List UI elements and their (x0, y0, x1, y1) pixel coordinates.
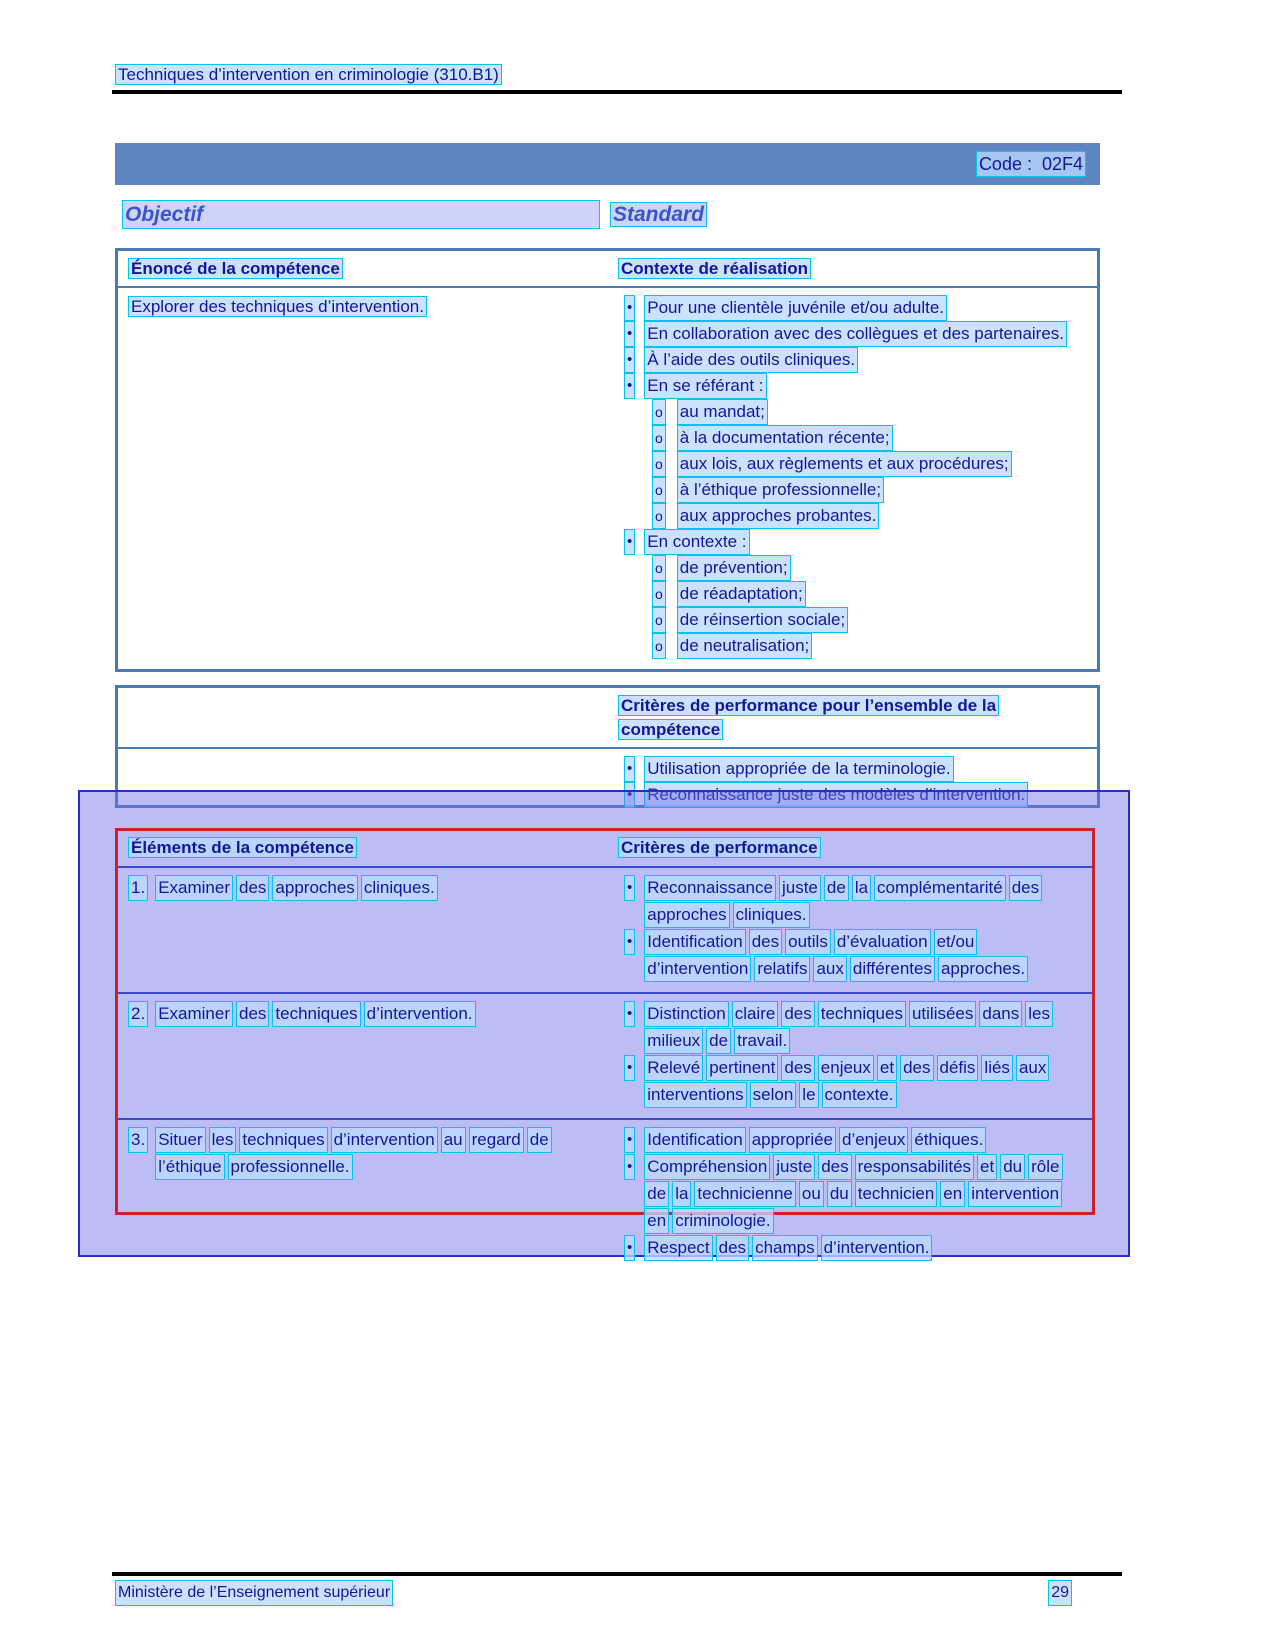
list-item (618, 295, 1085, 321)
section-heading-row (115, 200, 1100, 229)
element-text: Situer les techniques d’intervention au regard del’éthique professionnelle. (155, 1127, 596, 1262)
list-item (618, 875, 1080, 929)
list-item (618, 425, 1085, 451)
bullet-icon: • (624, 756, 635, 782)
list-item-text: à l’éthique professionnelle; (677, 477, 884, 503)
list-item (618, 373, 1085, 399)
criteria-cell (608, 875, 1092, 983)
criterion-text: Relevé pertinent des enjeux et des défis liés auxinterventions selon le contexte. (644, 1055, 1080, 1109)
bullet-icon: • (624, 929, 635, 955)
item-number: 2. (128, 1001, 148, 1027)
element-text: Examiner des approches cliniques. (155, 875, 596, 983)
table-row (118, 994, 1092, 1120)
sub-bullet-icon: o (652, 581, 666, 607)
sub-bullet-icon: o (652, 399, 666, 425)
element-cell (118, 1127, 608, 1262)
list-item (618, 929, 1080, 983)
sub-bullet-icon: o (652, 503, 666, 529)
list-item (618, 1001, 1080, 1055)
code-banner (115, 143, 1100, 185)
criteria-cell (608, 1001, 1092, 1109)
list-item-text: À l’aide des outils cliniques. (644, 347, 858, 373)
bullet-icon: • (624, 782, 635, 808)
enonce-text: Explorer des techniques d’intervention. (128, 296, 427, 317)
list-item (618, 477, 1085, 503)
list-item (618, 607, 1085, 633)
list-item (618, 529, 1085, 555)
col-header-criteres: Critères de performance (608, 836, 1092, 860)
element-cell (118, 1001, 608, 1109)
header-rule (112, 90, 1122, 94)
bullet-icon: • (624, 875, 635, 901)
element-cell (118, 875, 608, 983)
criterion-text: Compréhension juste des responsabilités et du rôlede la technicienne ou du technicien en interventionen criminologie. (644, 1154, 1080, 1235)
sub-bullet-icon: o (652, 607, 666, 633)
list-item (618, 633, 1085, 659)
list-item-text: au mandat; (677, 399, 768, 425)
criterion-text: Reconnaissance juste de la complémentarité desapproches cliniques. (644, 875, 1080, 929)
col-header-enonce: Énoncé de la compétence (118, 257, 608, 281)
sub-bullet-icon: o (652, 451, 666, 477)
item-number: 1. (128, 875, 148, 901)
list-item-text: En collaboration avec des collègues et des partenaires. (644, 321, 1067, 347)
competence-table (115, 248, 1100, 672)
code-label: Code : 02F4 (976, 151, 1086, 177)
item-number: 3. (128, 1127, 148, 1153)
list-item (618, 321, 1085, 347)
bullet-icon: • (624, 1001, 635, 1027)
list-item-text: Pour une clientèle juvénile et/ou adulte. (644, 295, 947, 321)
sub-bullet-icon: o (652, 633, 666, 659)
list-item-text: Utilisation appropriée de la terminologie. (644, 756, 953, 782)
standard-heading: Standard (610, 202, 707, 227)
list-item-text: de réadaptation; (677, 581, 806, 607)
criteria-cell (608, 1127, 1092, 1262)
criterion-text: Identification appropriée d’enjeux éthiques. (644, 1127, 1080, 1154)
list-item (618, 581, 1085, 607)
competence-table-header (118, 251, 1097, 288)
list-item (618, 1127, 1080, 1154)
table-row (118, 868, 1092, 994)
bullet-icon: • (624, 295, 635, 321)
col-header-contexte: Contexte de réalisation (608, 257, 1097, 281)
bullet-icon: • (624, 1154, 635, 1180)
criterion-text: Respect des champs d’intervention. (644, 1235, 1080, 1262)
sub-bullet-icon: o (652, 477, 666, 503)
list-item (618, 1055, 1080, 1109)
empty-cell (118, 694, 608, 742)
document-header (115, 63, 502, 87)
bullet-icon: • (624, 347, 635, 373)
list-item (618, 347, 1085, 373)
competence-table-body (118, 288, 1097, 659)
bullet-icon: • (624, 1235, 635, 1261)
bullet-icon: • (624, 529, 635, 555)
criterion-text: Distinction claire des techniques utilisées dans lesmilieux de travail. (644, 1001, 1080, 1055)
col-header-criteres-ensemble: Critères de performance pour l’ensemble de la compétence (608, 694, 1097, 742)
list-item (618, 399, 1085, 425)
list-item-text: de prévention; (677, 555, 791, 581)
objectif-heading: Objectif (122, 200, 600, 229)
enonce-cell (118, 295, 608, 659)
bullet-icon: • (624, 321, 635, 347)
list-item-text: En contexte : (644, 529, 749, 555)
list-item-text: de réinsertion sociale; (677, 607, 848, 633)
footer-rule (112, 1572, 1122, 1576)
list-item-text: aux lois, aux règlements et aux procédures; (677, 451, 1012, 477)
footer (115, 1580, 1100, 1606)
performance-table-header (118, 688, 1097, 749)
list-item-text: à la documentation récente; (677, 425, 893, 451)
col-header-elements: Éléments de la compétence (118, 836, 608, 860)
document-title: Techniques d’intervention en criminologie (310.B1) (115, 64, 502, 85)
list-item-text: de neutralisation; (677, 633, 812, 659)
sub-bullet-icon: o (652, 555, 666, 581)
list-item-text: En se référant : (644, 373, 766, 399)
criterion-text: Identification des outils d’évaluation et/oud’intervention relatifs aux différentes approches. (644, 929, 1080, 983)
bullet-icon: • (624, 1055, 635, 1081)
bullet-icon: • (624, 373, 635, 399)
list-item (618, 1154, 1080, 1235)
list-item-text: Reconnaissance juste des modèles d’intervention. (644, 782, 1028, 808)
elements-table-header (118, 831, 1092, 868)
page-number: 29 (1048, 1580, 1072, 1606)
table-row (118, 1120, 1092, 1271)
list-item-text: aux approches probantes. (677, 503, 880, 529)
contexte-cell (608, 295, 1097, 659)
sub-bullet-icon: o (652, 425, 666, 451)
element-text: Examiner des techniques d’intervention. (155, 1001, 596, 1109)
list-item (618, 503, 1085, 529)
list-item (618, 555, 1085, 581)
list-item (618, 1235, 1080, 1262)
footer-ministry: Ministère de l’Enseignement supérieur (115, 1580, 393, 1606)
list-item (618, 756, 1085, 782)
bullet-icon: • (624, 1127, 635, 1153)
list-item (618, 451, 1085, 477)
elements-table (115, 828, 1095, 1257)
